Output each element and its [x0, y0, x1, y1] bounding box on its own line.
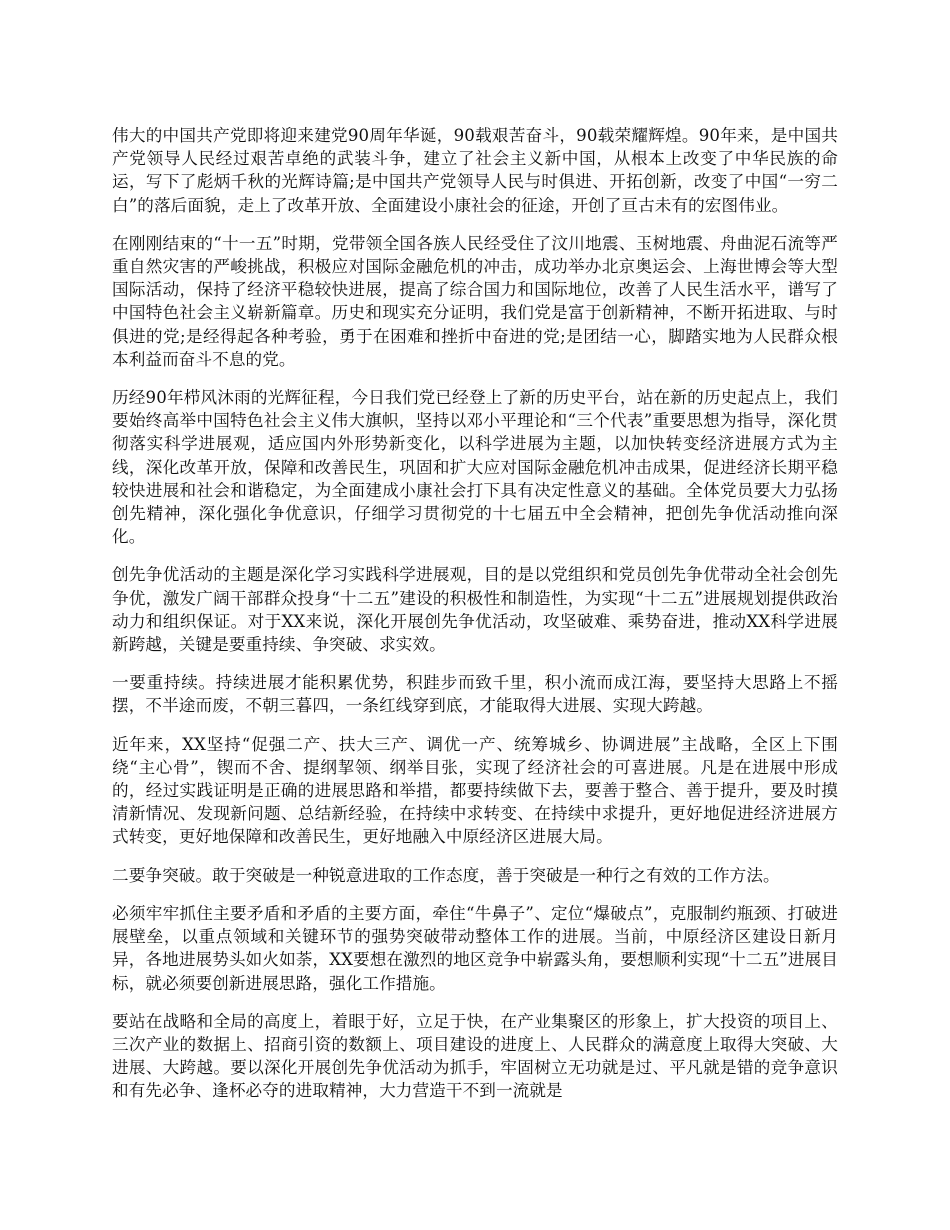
paragraph-9: 要站在战略和全局的高度上，着眼于好，立足于快，在产业集聚区的形象上，扩大投资的项目上、三次产业的数据上、招商引资的数额上、项目建设的进度上、人民群众的满意度上取得大突破、大进展、大跨越。要以深化开展创先争优活动为抓手，牢固树立无功就是过、平凡就是错的竞争意识和有先必争、逢杯必夺的进取精神，大力营造干不到一流就是 [112, 1011, 838, 1101]
paragraph-3: 历经90年栉风沐雨的光辉征程，今日我们党已经登上了新的历史平台，站在新的历史起点上，我们要始终高举中国特色社会主义伟大旗帜，坚持以邓小平理论和“三个代表”重要思想为指导，深化贯彻落实科学进展观，适应国内外形势新变化，以科学进展为主题，以加快转变经济进展方式为主线，深化改革开放，保障和改善民生，巩固和扩大应对国际金融危机冲击成果，促进经济长期平稳较快进展和社会和谐稳定，为全面建成小康社会打下具有决定性意义的基础。全体党员要大力弘扬创先精神，深化强化争优意识，仔细学习贯彻党的十七届五中全会精神，把创先争优活动推向深化。 [112, 388, 838, 547]
paragraph-8: 必须牢牢抓住主要矛盾和矛盾的主要方面，牵住“牛鼻子”、定位“爆破点”，克服制约瓶颈、打破进展壁垒，以重点领域和关键环节的强势突破带动整体工作的进展。当前，中原经济区建设日新月异，各地进展势头如火如荼，XX要想在激烈的地区竞争中崭露头角，要想顺利实现“十二五”进展目标，就必须要创新进展思路，强化工作措施。 [112, 903, 838, 993]
paragraph-4: 创先争优活动的主题是深化学习实践科学进展观，目的是以党组织和党员创先争优带动全社会创先争优，激发广阔干部群众投身“十二五”建设的积极性和制造性，为实现“十二五”进展规划提供政治动力和组织保证。对于XX来说，深化开展创先争优活动，攻坚破难、乘势奋进，推动XX科学进展新跨越，关键是要重持续、争突破、求实效。 [112, 565, 838, 655]
paragraph-1: 伟大的中国共产党即将迎来建党90周年华诞，90载艰苦奋斗，90载荣耀辉煌。90年来，是中国共产党领导人民经过艰苦卓绝的武装斗争，建立了社会主义新中国，从根本上改变了中华民族的命运，写下了彪炳千秋的光辉诗篇;是中国共产党领导人民与时俱进、开拓创新，改变了中国“一穷二白”的落后面貌，走上了改革开放、全面建设小康社会的征途，开创了亘古未有的宏图伟业。 [112, 126, 838, 215]
document-body [112, 124, 838, 1103]
paragraph-7: 二要争突破。敢于突破是一种锐意进取的工作态度，善于突破是一种行之有效的工作方法。 [112, 865, 780, 885]
paragraph-5: 一要重持续。持续进展才能积累优势，积跬步而致千里，积小流而成江海，要坚持大思路上不摇摆，不半途而废，不朝三暮四，一条红线穿到底，才能取得大进展、实现大跨越。 [112, 673, 838, 716]
paragraph-6: 近年来，XX坚持“促强二产、扶大三产、调优一产、统筹城乡、协调进展”主战略，全区上下围绕“主心骨”，锲而不舍、提纲挈领、纲举目张，实现了经济社会的可喜进展。凡是在进展中形成的，经过实践证明是正确的进展思路和举措，都要持续做下去，要善于整合、善于提升，要及时摸清新情况、发现新问题、总结新经验，在持续中求转变、在持续中求提升，更好地促进经济进展方式转变，更好地保障和改善民生，更好地融入中原经济区进展大局。 [112, 734, 838, 847]
paragraph-2: 在刚刚结束的“十一五”时期，党带领全国各族人民经受住了汶川地震、玉树地震、舟曲泥石流等严重自然灾害的严峻挑战，积极应对国际金融危机的冲击，成功举办北京奥运会、上海世博会等大型国际活动，保持了经济平稳较快进展，提高了综合国力和国际地位，改善了人民生活水平，谱写了中国特色社会主义崭新篇章。历史和现实充分证明，我们党是富于创新精神，不断开拓进取、与时俱进的党;是经得起各种考验，勇于在困难和挫折中奋进的党;是团结一心，脚踏实地为人民群众根本利益而奋斗不息的党。 [112, 233, 838, 369]
